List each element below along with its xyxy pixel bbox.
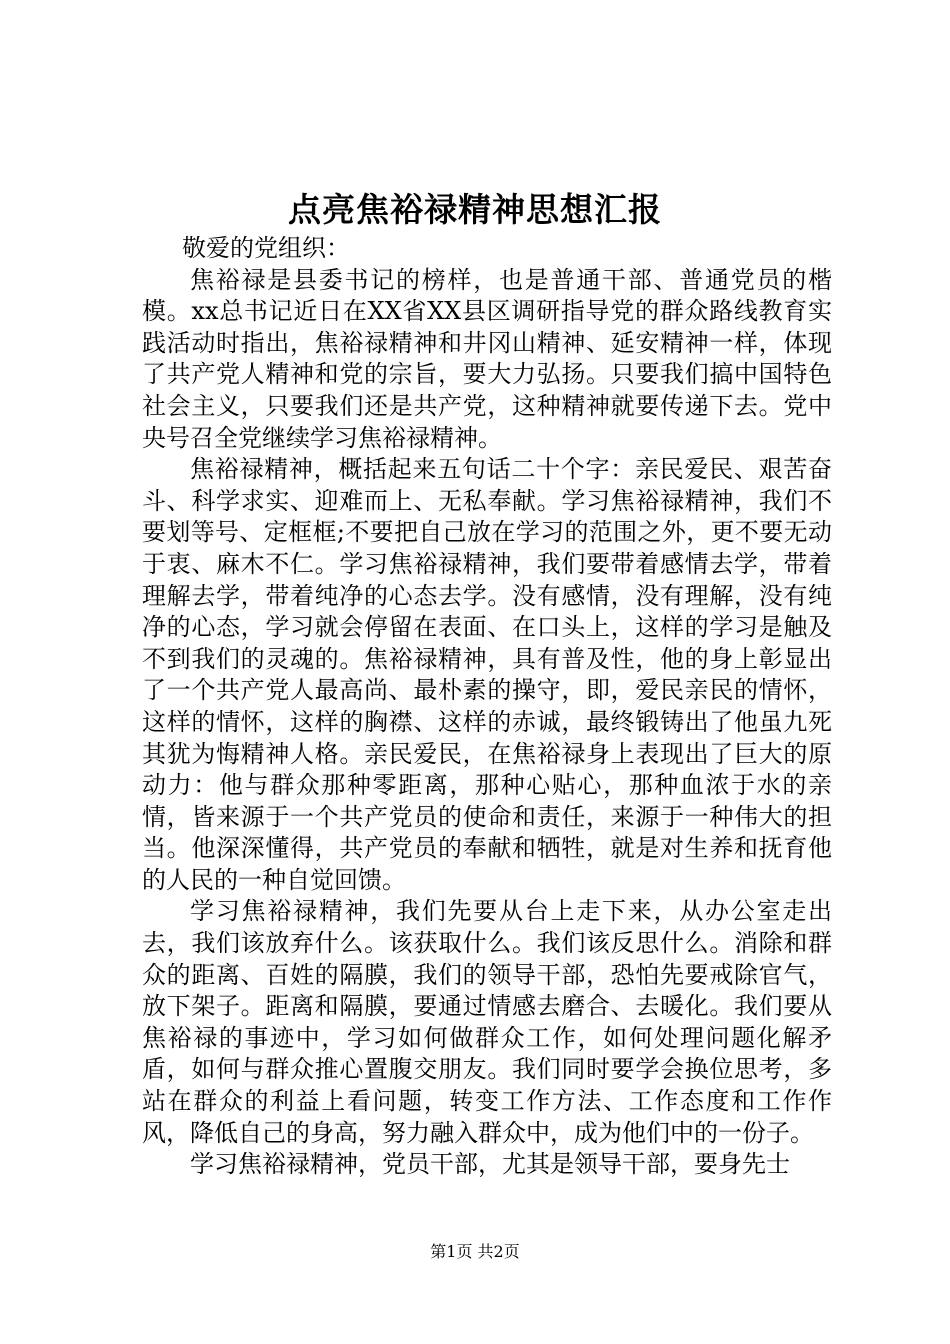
paragraph-4: 学习焦裕禄精神，党员干部，尤其是领导干部，要身先士 [190, 1150, 790, 1179]
salutation: 敬爱的党组织： [182, 234, 350, 262]
document-title: 点亮焦裕禄精神思想汇报 [288, 190, 662, 229]
paragraph-2: 焦裕禄精神，概括起来五句话二十个字：亲民爱民、艰苦奋斗、科学求实、迎难而上、无私奉献。学习焦裕禄精神，我们不要划等号、定框框;不要把自己放在学习的范围之外，更不要无动于衷、麻木不仁。学习焦裕禄精神，我们要带着感情去学，带着理解去学，带着纯净的心态去学。没有感情，没有理解，没有纯净的心态，学习就会停留在表面、在口头上，这样的学习是触及不到我们的灵魂的。焦裕禄精神，具有普及性，他的身上彰显出了一个共产党人最高尚、最朴素的操守，即，爱民亲民的情怀，这样的情怀，这样的胸襟、这样的赤诚，最终锻铸出了他虽九死其犹为悔精神人格。亲民爱民，在焦裕禄身上表现出了巨大的原动力：他与群众那种零距离，那种心贴心，那种血浓于水的亲情，皆来源于一个共产党员的使命和责任，来源于一种伟大的担当。他深深懂得，共产党员的奉献和牺牲，就是对生养和抚育他的人民的一种自觉回馈。 [142, 455, 832, 894]
paragraph-3: 学习焦裕禄精神，我们先要从台上走下来，从办公室走出去，我们该放弃什么。该获取什么。我们该反思什么。消除和群众的距离、百姓的隔膜，我们的领导干部，恐怕先要戒除官气，放下架子。距离和隔膜，要通过情感去磨合、去暖化。我们要从焦裕禄的事迹中，学习如何做群众工作，如何处理问题化解矛盾，如何与群众推心置腹交朋友。我们同时要学会换位思考，多站在群众的利益上看问题，转变工作方法、工作态度和工作作风，降低自己的身高，努力融入群众中，成为他们中的一份子。 [142, 897, 832, 1147]
document-body [142, 233, 832, 1181]
paragraph-1: 焦裕禄是县委书记的榜样，也是普通干部、普通党员的楷模。xx总书记近日在XX省XX县区调研指导党的群众路线教育实践活动时指出，焦裕禄精神和井冈山精神、延安精神一样，体现了共产党人精神和党的宗旨，要大力弘扬。只要我们搞中国特色社会主义，只要我们还是共产党，这种精神就要传递下去。党中央号召全党继续学习焦裕禄精神。 [142, 265, 832, 452]
page-footer: 第1页 共2页 [430, 1242, 520, 1261]
